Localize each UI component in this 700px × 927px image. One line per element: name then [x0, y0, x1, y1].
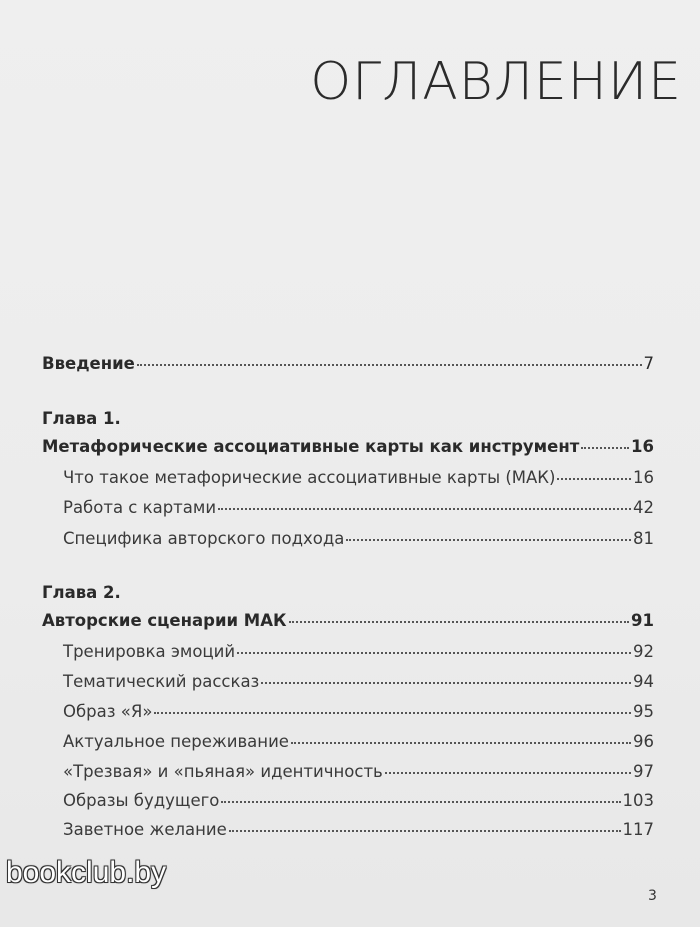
toc-entry-page: 91	[631, 611, 654, 630]
dot-leader	[221, 801, 620, 803]
toc-entry-label: Метафорические ассоциативные карты как инструмент	[42, 437, 580, 456]
dot-leader	[218, 508, 631, 510]
dot-leader	[581, 447, 629, 449]
toc-item-page: 81	[633, 529, 654, 548]
toc-entry-label: Авторские сценарии МАК	[42, 611, 287, 630]
toc-item-page: 103	[622, 791, 654, 810]
page-number: 3	[648, 888, 657, 904]
toc-item-label: Образы будущего	[63, 791, 220, 810]
toc-item[interactable]	[63, 791, 654, 810]
toc-item-label: Тренировка эмоций	[63, 642, 236, 661]
toc-item-page: 42	[633, 498, 654, 517]
toc-item-label: Работа с картами	[63, 498, 217, 517]
dot-leader	[154, 712, 631, 714]
toc-item[interactable]	[63, 702, 654, 721]
site-watermark: bookclub.by	[6, 856, 167, 889]
toc-item-label: Специфика авторского подхода	[63, 529, 345, 548]
toc-entry-introduction[interactable]	[42, 354, 654, 373]
toc-item[interactable]	[63, 732, 654, 751]
toc-item-page: 96	[633, 732, 654, 751]
toc-item[interactable]	[63, 468, 654, 487]
toc-entry-page: 7	[643, 354, 654, 373]
toc-item-label: Тематический рассказ	[63, 672, 260, 691]
toc-item-page: 117	[622, 820, 654, 839]
toc-item-label: Образ «Я»	[63, 702, 153, 721]
toc-item-label: Актуальное переживание	[63, 732, 289, 751]
toc-item-label: Что такое метафорические ассоциативные карты (МАК)	[63, 468, 556, 487]
toc-item[interactable]	[63, 529, 654, 548]
toc-item-label: «Трезвая» и «пьяная» идентичность	[63, 762, 383, 781]
toc-item-page: 95	[633, 702, 654, 721]
dot-leader	[346, 539, 631, 541]
toc-item[interactable]	[63, 642, 654, 661]
toc-item-page: 16	[633, 468, 654, 487]
toc-item[interactable]	[63, 498, 654, 517]
dot-leader	[291, 742, 631, 744]
dot-leader	[557, 478, 631, 480]
dot-leader	[385, 772, 631, 774]
toc-item-label: Заветное желание	[63, 820, 227, 839]
toc-item-page: 92	[633, 642, 654, 661]
toc-chapter-2-title[interactable]	[42, 611, 654, 630]
toc-item-page: 97	[633, 762, 654, 781]
toc-item-page: 94	[633, 672, 654, 691]
chapter-1-heading: Глава 1.	[42, 409, 121, 428]
dot-leader	[289, 621, 630, 623]
toc-entry-page: 16	[631, 437, 654, 456]
dot-leader	[261, 682, 631, 684]
toc-chapter-1-title[interactable]	[42, 437, 654, 456]
toc-item[interactable]	[63, 820, 654, 839]
dot-leader	[137, 364, 642, 366]
dot-leader	[229, 830, 621, 832]
chapter-2-heading: Глава 2.	[42, 583, 121, 602]
toc-item[interactable]	[63, 762, 654, 781]
toc-entry-label: Введение	[42, 354, 135, 373]
page-title: ОГЛАВЛЕНИЕ	[310, 52, 682, 112]
dot-leader	[237, 652, 631, 654]
toc-item[interactable]	[63, 672, 654, 691]
